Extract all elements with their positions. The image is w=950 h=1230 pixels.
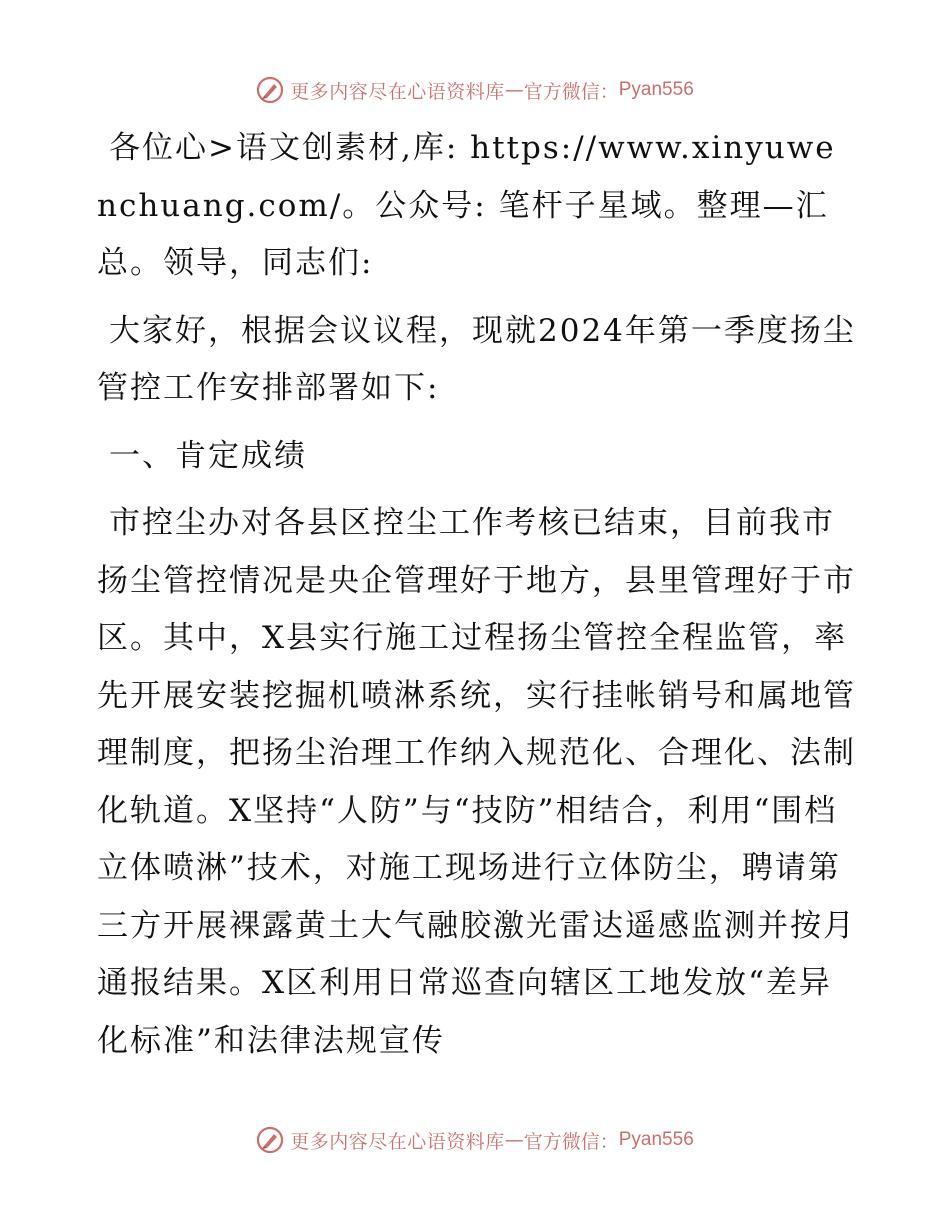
watermark-label: 官方微信：	[523, 80, 619, 103]
pen-logo-icon	[256, 76, 284, 104]
watermark-dash: —	[504, 1129, 524, 1151]
watermark-dash: —	[504, 79, 524, 101]
paragraph-achievements: 市控尘办对各县区控尘工作考核已结束，目前我市扬尘管控情况是央企管理好于地方，县里管理好于市区。其中，X县实行施工过程扬尘管控全程监管，率先开展安装挖掘机喷淋系统，实行挂帐销号和属地管理制度，把扬尘治理工作纳入规范化、合理化、法制化轨道。X坚持“人防”与“技防”相结合，利用“围档立体喷淋”技术，对施工现场进行立体防尘，聘请第三方开展裸露黄土大气融胶激光雷达遥感监测并按月通报结果。X区利用日常巡查向辖区工地发放“差异化标准”和法律法规宣传	[97, 505, 856, 1059]
watermark-id: Pyan556	[618, 1129, 694, 1150]
watermark-text: 更多内容尽在心语资料库	[290, 80, 505, 103]
paragraph-greeting: 各位心>语文创素材,库: https://www.xinyuwenchuang.com/。公众号: 笔杆子星域。整理—汇总。领导，同志们:	[97, 130, 836, 281]
watermark-label: 官方微信：	[523, 1130, 619, 1153]
watermark-footer	[0, 1120, 950, 1160]
watermark-text: 更多内容尽在心语资料库	[290, 1130, 505, 1153]
watermark-id: Pyan556	[618, 79, 694, 100]
watermark-header	[0, 70, 950, 110]
paragraph-intro: 大家好，根据会议议程，现就2024年第一季度扬尘管控工作安排部署如下:	[97, 312, 856, 406]
pen-logo-icon	[256, 1126, 284, 1154]
section-heading: 一、肯定成绩	[109, 437, 307, 474]
document-body	[97, 120, 857, 1070]
